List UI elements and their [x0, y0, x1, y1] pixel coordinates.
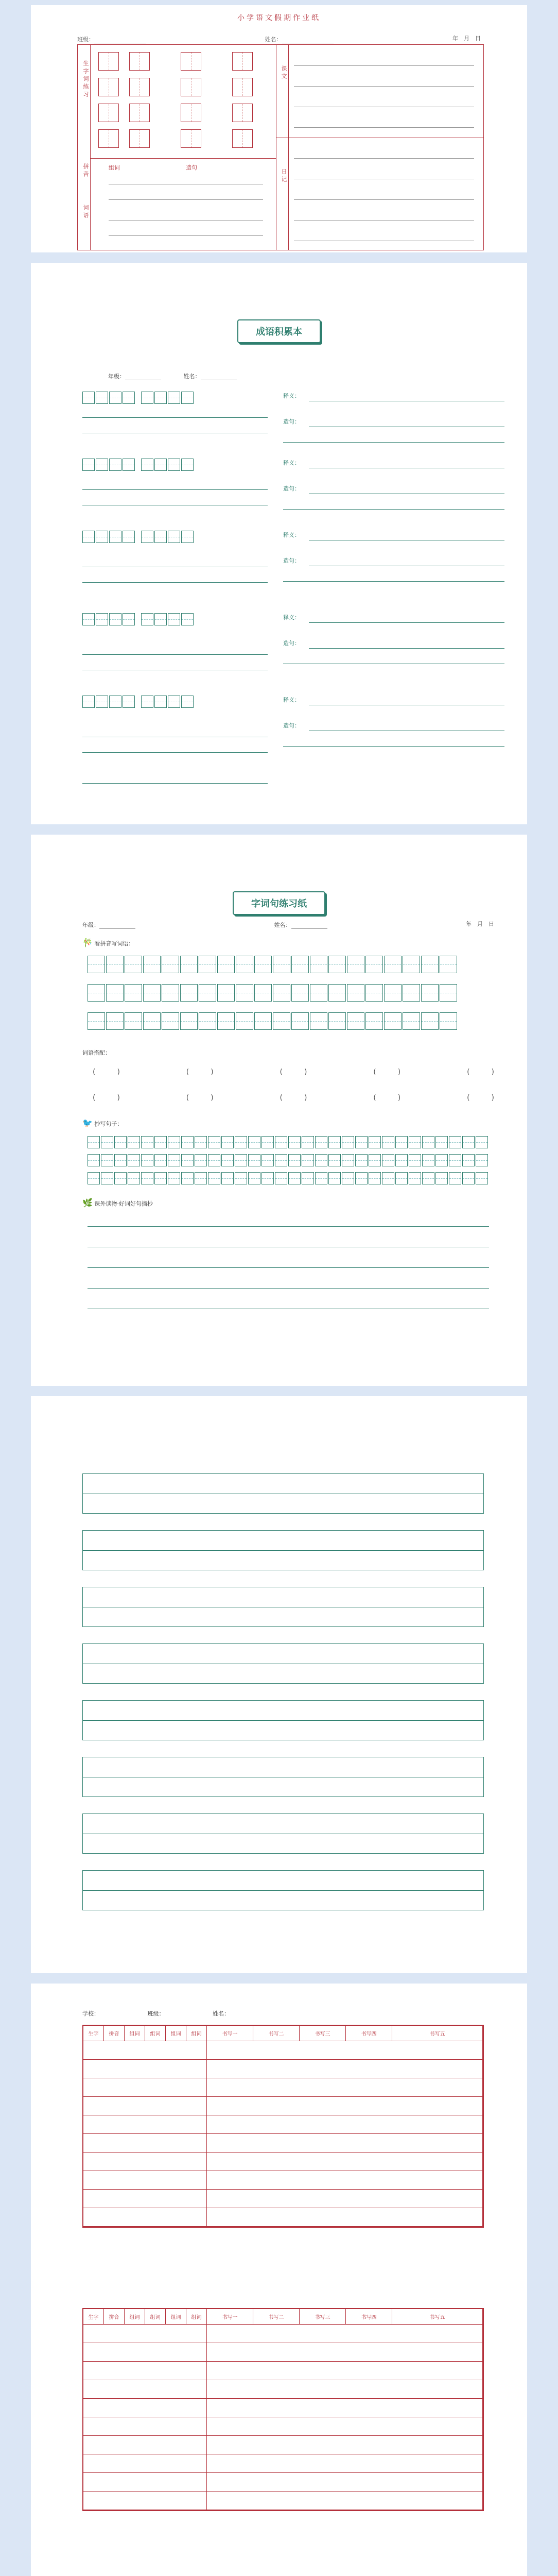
red-table-sheet	[31, 1984, 527, 2576]
wp-date-label: 年 月 日	[466, 921, 494, 927]
sentence-label-1: 造句：	[283, 418, 300, 425]
meaning-label-3: 释义：	[283, 532, 300, 538]
section-4-label: 🌿 课外读物·好词好句摘抄	[82, 1198, 153, 1208]
meaning-label-2: 释义：	[283, 460, 300, 466]
sub-label-1: 组词	[109, 164, 120, 171]
left-label-2: 拼音	[82, 163, 89, 179]
practice-block	[82, 1757, 484, 1797]
practice-block	[82, 1473, 484, 1514]
practice-block	[82, 1700, 484, 1740]
red-table-1	[82, 2025, 484, 2228]
idiom-title: 成语积累本	[237, 319, 321, 343]
section-3-label: 🐦 抄写句子：	[82, 1118, 123, 1128]
left-label-1: 生字词练习	[82, 60, 89, 99]
idiom-name-label: 姓名：	[183, 373, 201, 380]
practice-block	[82, 1814, 484, 1854]
meaning-label-4: 释义：	[283, 614, 300, 621]
red-table-header: 生字 拼音 组词 组词 组词 组词 书写一 书写二 书写三 书写四 书写五	[83, 2309, 483, 2325]
section-2-label: 词语搭配：	[82, 1049, 111, 1056]
name-label: 姓名：	[265, 36, 282, 43]
wp-name-label: 姓名：	[274, 922, 291, 928]
red-table-meta: 学校： 班级： 姓名：	[82, 2010, 230, 2017]
homework-frame	[77, 44, 484, 250]
class-label: 班级：	[77, 36, 94, 43]
sentence-label-2: 造句：	[283, 485, 300, 492]
sentence-label-5: 造句：	[283, 722, 300, 729]
right-label-2: 日记	[281, 168, 287, 184]
homework-meta	[77, 34, 481, 43]
practice-block	[82, 1530, 484, 1570]
homework-sheet	[31, 5, 527, 252]
date-label: 年 月 日	[452, 35, 481, 42]
sentence-label-3: 造句：	[283, 557, 300, 564]
grid-practice-sheet	[31, 1396, 527, 1973]
red-table-2	[82, 2308, 484, 2511]
section-1-label: 🎋 看拼音写词语：	[82, 938, 134, 947]
bird-icon: 🐦	[82, 1118, 93, 1128]
left-label-3: 词语	[82, 205, 89, 220]
practice-block	[82, 1643, 484, 1684]
word-practice-sheet: 字词句练习纸 年级： 姓名： 年 月 日 🎋 看拼音写词语： 词语搭配： ( ) ( ) ( ) ( ) ( ) ( ) ( ) ( ) ( ) ( ) 🐦 抄写句子： 🌿 课外读物·好词好句摘抄	[31, 835, 527, 1386]
meaning-label-1: 释义：	[283, 393, 300, 399]
meaning-label-5: 释义：	[283, 697, 300, 703]
idiom-sheet	[31, 263, 527, 824]
leaf-icon: 🌿	[82, 1198, 93, 1208]
word-practice-title: 字词句练习纸	[233, 891, 325, 915]
wp-class-label: 年级：	[82, 922, 99, 928]
sub-label-2: 造句	[186, 164, 197, 171]
bamboo-icon: 🎋	[82, 938, 93, 947]
idiom-grade-label: 年级：	[108, 373, 125, 380]
sentence-label-4: 造句：	[283, 640, 300, 647]
practice-block	[82, 1870, 484, 1910]
right-label-1: 课文	[281, 65, 287, 81]
practice-block	[82, 1587, 484, 1627]
red-table-header: 生字 拼音 组词 组词 组词 组词 书写一 书写二 书写三 书写四 书写五	[83, 2026, 483, 2041]
homework-title: 小学语文假期作业纸	[237, 14, 321, 22]
